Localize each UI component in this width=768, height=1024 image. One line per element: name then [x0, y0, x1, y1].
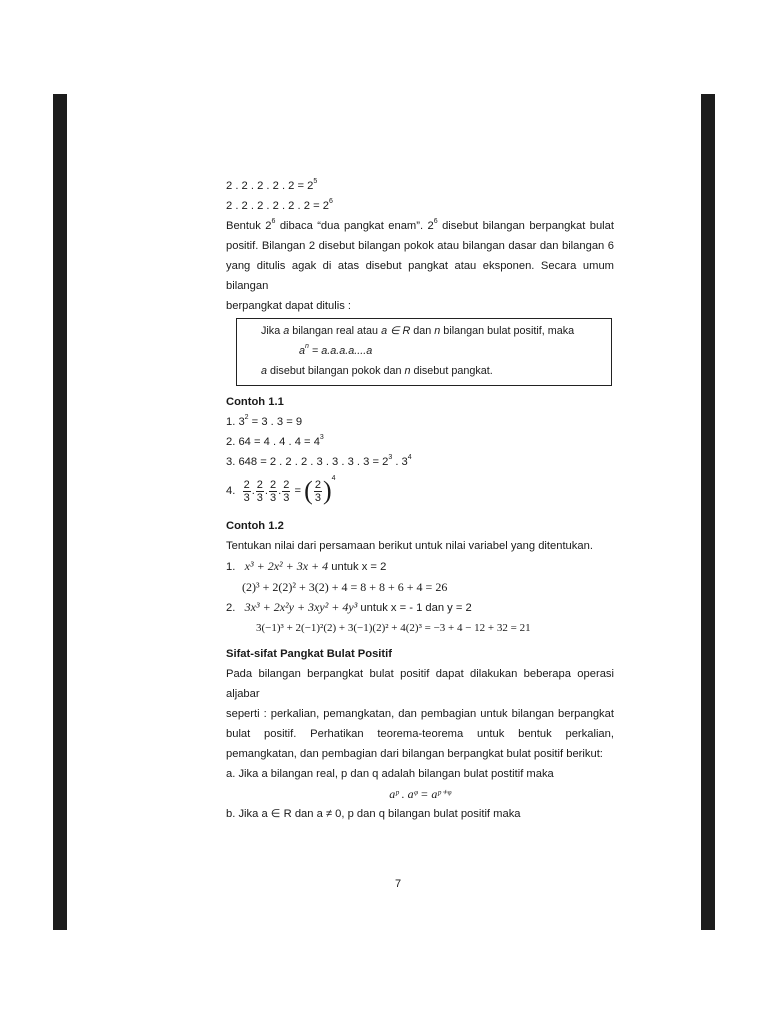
contoh-1-2-question-1: 1. x³ + 2x² + 3x + 4 untuk x = 2 [226, 559, 387, 573]
definition-formula: $a^n = a.a.a.a....a$ [299, 343, 373, 357]
page-number: 7 [395, 878, 402, 890]
example-line-power-5: 2 . 2 . 2 . 2 . $2 = 2^5$ [226, 178, 318, 192]
contoh-1-1-item-1: 1. $3^2 = 3$ . 3 = 9 [226, 414, 303, 428]
contoh-1-2-intro: Tentukan nilai dari persamaan berikut untuk nilai variabel yang ditentukan. [226, 540, 593, 552]
scan-border-right [701, 94, 715, 930]
theorem-a-text: a. Jika a bilangan real, p dan q adalah bilangan bulat postitif maka [226, 768, 554, 780]
heading-contoh-1-2: Contoh 1.2 [226, 520, 284, 532]
heading-contoh-1-1: Contoh 1.1 [226, 396, 284, 408]
contoh-1-2-answer-1: (2)³ + 2(2)² + 3(2) + 4 = 8 + 8 + 6 + 4 = 26 [242, 580, 448, 594]
example-line-power-6: 2 . 2 . 2 . 2 . 2 . $2 = 2^6$ [226, 198, 333, 212]
definition-box: Jika a bilangan real atau a ∈ R dan n bilangan bulat positif, maka $a^n = a.a.a.a....a$ a disebut bilangan pokok dan n disebut pangkat. [236, 318, 612, 386]
intro-paragraph: Bentuk $2^6$ dibaca “dua pangkat enam”. $2^6$ disebut bilangan berpangkat bulat positif. Bilangan 2 disebut bilangan pokok atau bilangan dasar dan bilangan 6 yang ditulis agak di atas disebut pangkat atau eksponen. Secara umum bilangan berpangkat dapat ditulis : [226, 218, 614, 312]
theorem-a-formula: aᵖ . aᵠ = aᵖ⁺ᵠ [389, 787, 451, 801]
contoh-1-1-item-4: 4. $\frac{2}{3}$ . $\frac{2}{3}$ . $\frac{2}{3}$ . $\frac{2}{3}$ = ( $\frac{2}{3}$ ) $^4$ [226, 475, 336, 505]
contoh-1-1-item-3: 3. 648 = 2 . 2 . 2 . 3 . 3 . 3 . $3 = 2^3$ . $3^4$ [226, 454, 412, 468]
scan-border-left [53, 94, 67, 930]
heading-sifat-pangkat: Sifat-sifat Pangkat Bulat Positif [226, 648, 392, 660]
contoh-1-1-item-2: 2. 64 = 4 . 4 . $4 = 4^3$ [226, 434, 324, 448]
contoh-1-2-answer-2: 3(−1)³ + 2(−1)²(2) + 3(−1)(2)² + 4(2)³ = −3 + 4 − 12 + 32 = 21 [256, 622, 531, 634]
theorem-b-text: b. Jika a ∈ R dan a ≠ 0, p dan q bilangan bulat positif maka [226, 808, 521, 820]
document-page [226, 176, 614, 824]
contoh-1-2-question-2: 2. 3x³ + 2x²y + 3xy² + 4y³ untuk x = - 1 dan y = 2 [226, 600, 472, 614]
sifat-paragraph: Pada bilangan berpangkat bulat positif dapat dilakukan beberapa operasi aljabar seperti : perkalian, pemangkatan, dan pembagian untuk bilangan berpangkat bulat positif. Perhatikan teorema-teorema untuk bentuk perkalian, pemangkatan, dan pembagian dari bilangan berpangkat bulat positif berikut: [226, 668, 614, 760]
